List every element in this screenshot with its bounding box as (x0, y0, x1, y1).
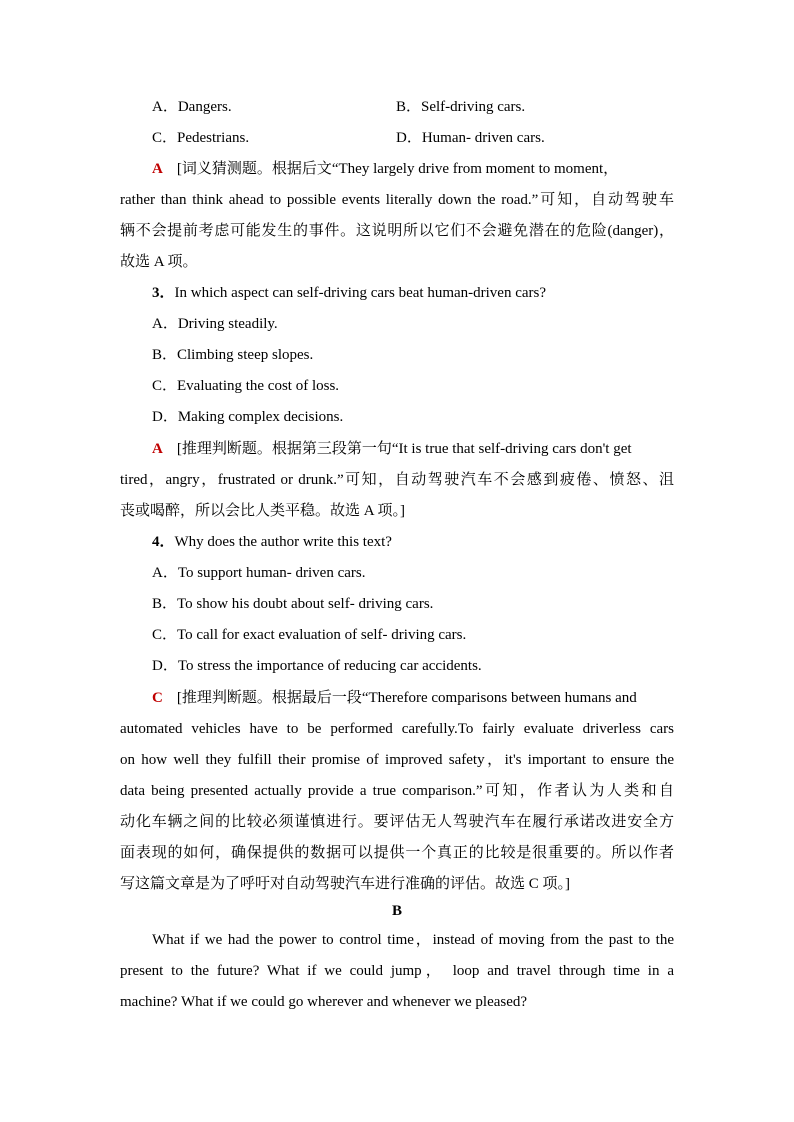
section-b-line-2: present to the future? What if we could jump， loop and travel through time in a (120, 963, 674, 979)
section-b-line-1: What if we had the power to control time，instead of moving from the past to the (152, 932, 674, 948)
q4-answer: C (152, 690, 163, 706)
q4-number: 4． (152, 534, 175, 550)
q2-explanation-line-3: 辆不会提前考虑可能发生的事件。这说明所以它们不会避免潜在的危险(danger)， (120, 223, 674, 239)
q4-text: Why does the author write this text? (174, 534, 392, 550)
q2-option-c: C．Pedestrians. (152, 130, 250, 146)
q4-option-a: A．To support human- driven cars. (152, 565, 366, 581)
q2-explanation-line-4: 故选 A 项。 (120, 254, 198, 270)
q3-question (152, 283, 546, 303)
q3-text: In which aspect can self-driving cars beat human-driven cars? (174, 285, 547, 301)
q3-explanation-text-1: [推理判断题。根据第三段第一句“It is true that self-driving cars don't get (176, 441, 632, 457)
section-b-line-3: machine? What if we could go wherever and whenever we pleased? (120, 994, 528, 1010)
q2-explanation-line-1 (152, 159, 674, 179)
q2-answer: A (152, 161, 163, 177)
q4-explanation-line-4: data being presented actually provide a true comparison.”可知，作者认为人类和自 (120, 783, 674, 799)
q4-explanation-line-7: 写这篇文章是为了呼吁对自动驾驶汽车进行准确的评估。故选 C 项。] (120, 876, 571, 892)
q4-explanation-line-2: automated vehicles have to be performed carefully.To fairly evaluate driverless cars (120, 721, 674, 737)
q4-option-d: D．To stress the importance of reducing car accidents. (152, 658, 482, 674)
q4-explanation-text-1: [推理判断题。根据最后一段“Therefore comparisons between humans and (176, 690, 637, 706)
q3-explanation-line-1 (152, 439, 674, 459)
q3-option-a: A．Driving steadily. (152, 316, 278, 332)
q3-explanation-line-3: 丧或喝醉，所以会比人类平稳。故选 A 项。] (120, 503, 406, 519)
q4-explanation-line-5: 动化车辆之间的比较必须谨慎进行。要评估无人驾驶汽车在履行承诺改进安全方 (120, 814, 674, 830)
q4-explanation-line-1 (152, 688, 674, 708)
q3-option-b: B．Climbing steep slopes. (152, 347, 314, 363)
q3-answer: A (152, 441, 163, 457)
q4-explanation-line-6: 面表现的如何，确保提供的数据可以提供一个真正的比较是很重要的。所以作者 (120, 845, 674, 861)
q2-option-d: D．Human- driven cars. (396, 130, 545, 146)
q4-explanation-line-3: on how well they fulfill their promise of improved safety，it's important to ensure the (120, 752, 674, 768)
q2-explanation-line-2: rather than think ahead to possible events literally down the road.”可知，自动驾驶车 (120, 192, 674, 208)
q3-option-d: D．Making complex decisions. (152, 409, 344, 425)
q4-option-b: B．To show his doubt about self- driving cars. (152, 596, 434, 612)
q3-explanation-line-2: tired，angry，frustrated or drunk.”可知，自动驾驶汽车不会感到疲倦、愤怒、沮 (120, 472, 674, 488)
q3-option-c: C．Evaluating the cost of loss. (152, 378, 340, 394)
q3-number: 3． (152, 285, 175, 301)
q2-option-a: A．Dangers. (152, 99, 232, 115)
section-b-heading: B (391, 903, 402, 919)
q4-question (152, 532, 392, 552)
q4-option-c: C．To call for exact evaluation of self- driving cars. (152, 627, 467, 643)
q2-explanation-text-1: [词义猜测题。根据后文“They largely drive from moment to moment， (176, 161, 619, 177)
q2-option-b: B．Self-driving cars. (396, 99, 526, 115)
